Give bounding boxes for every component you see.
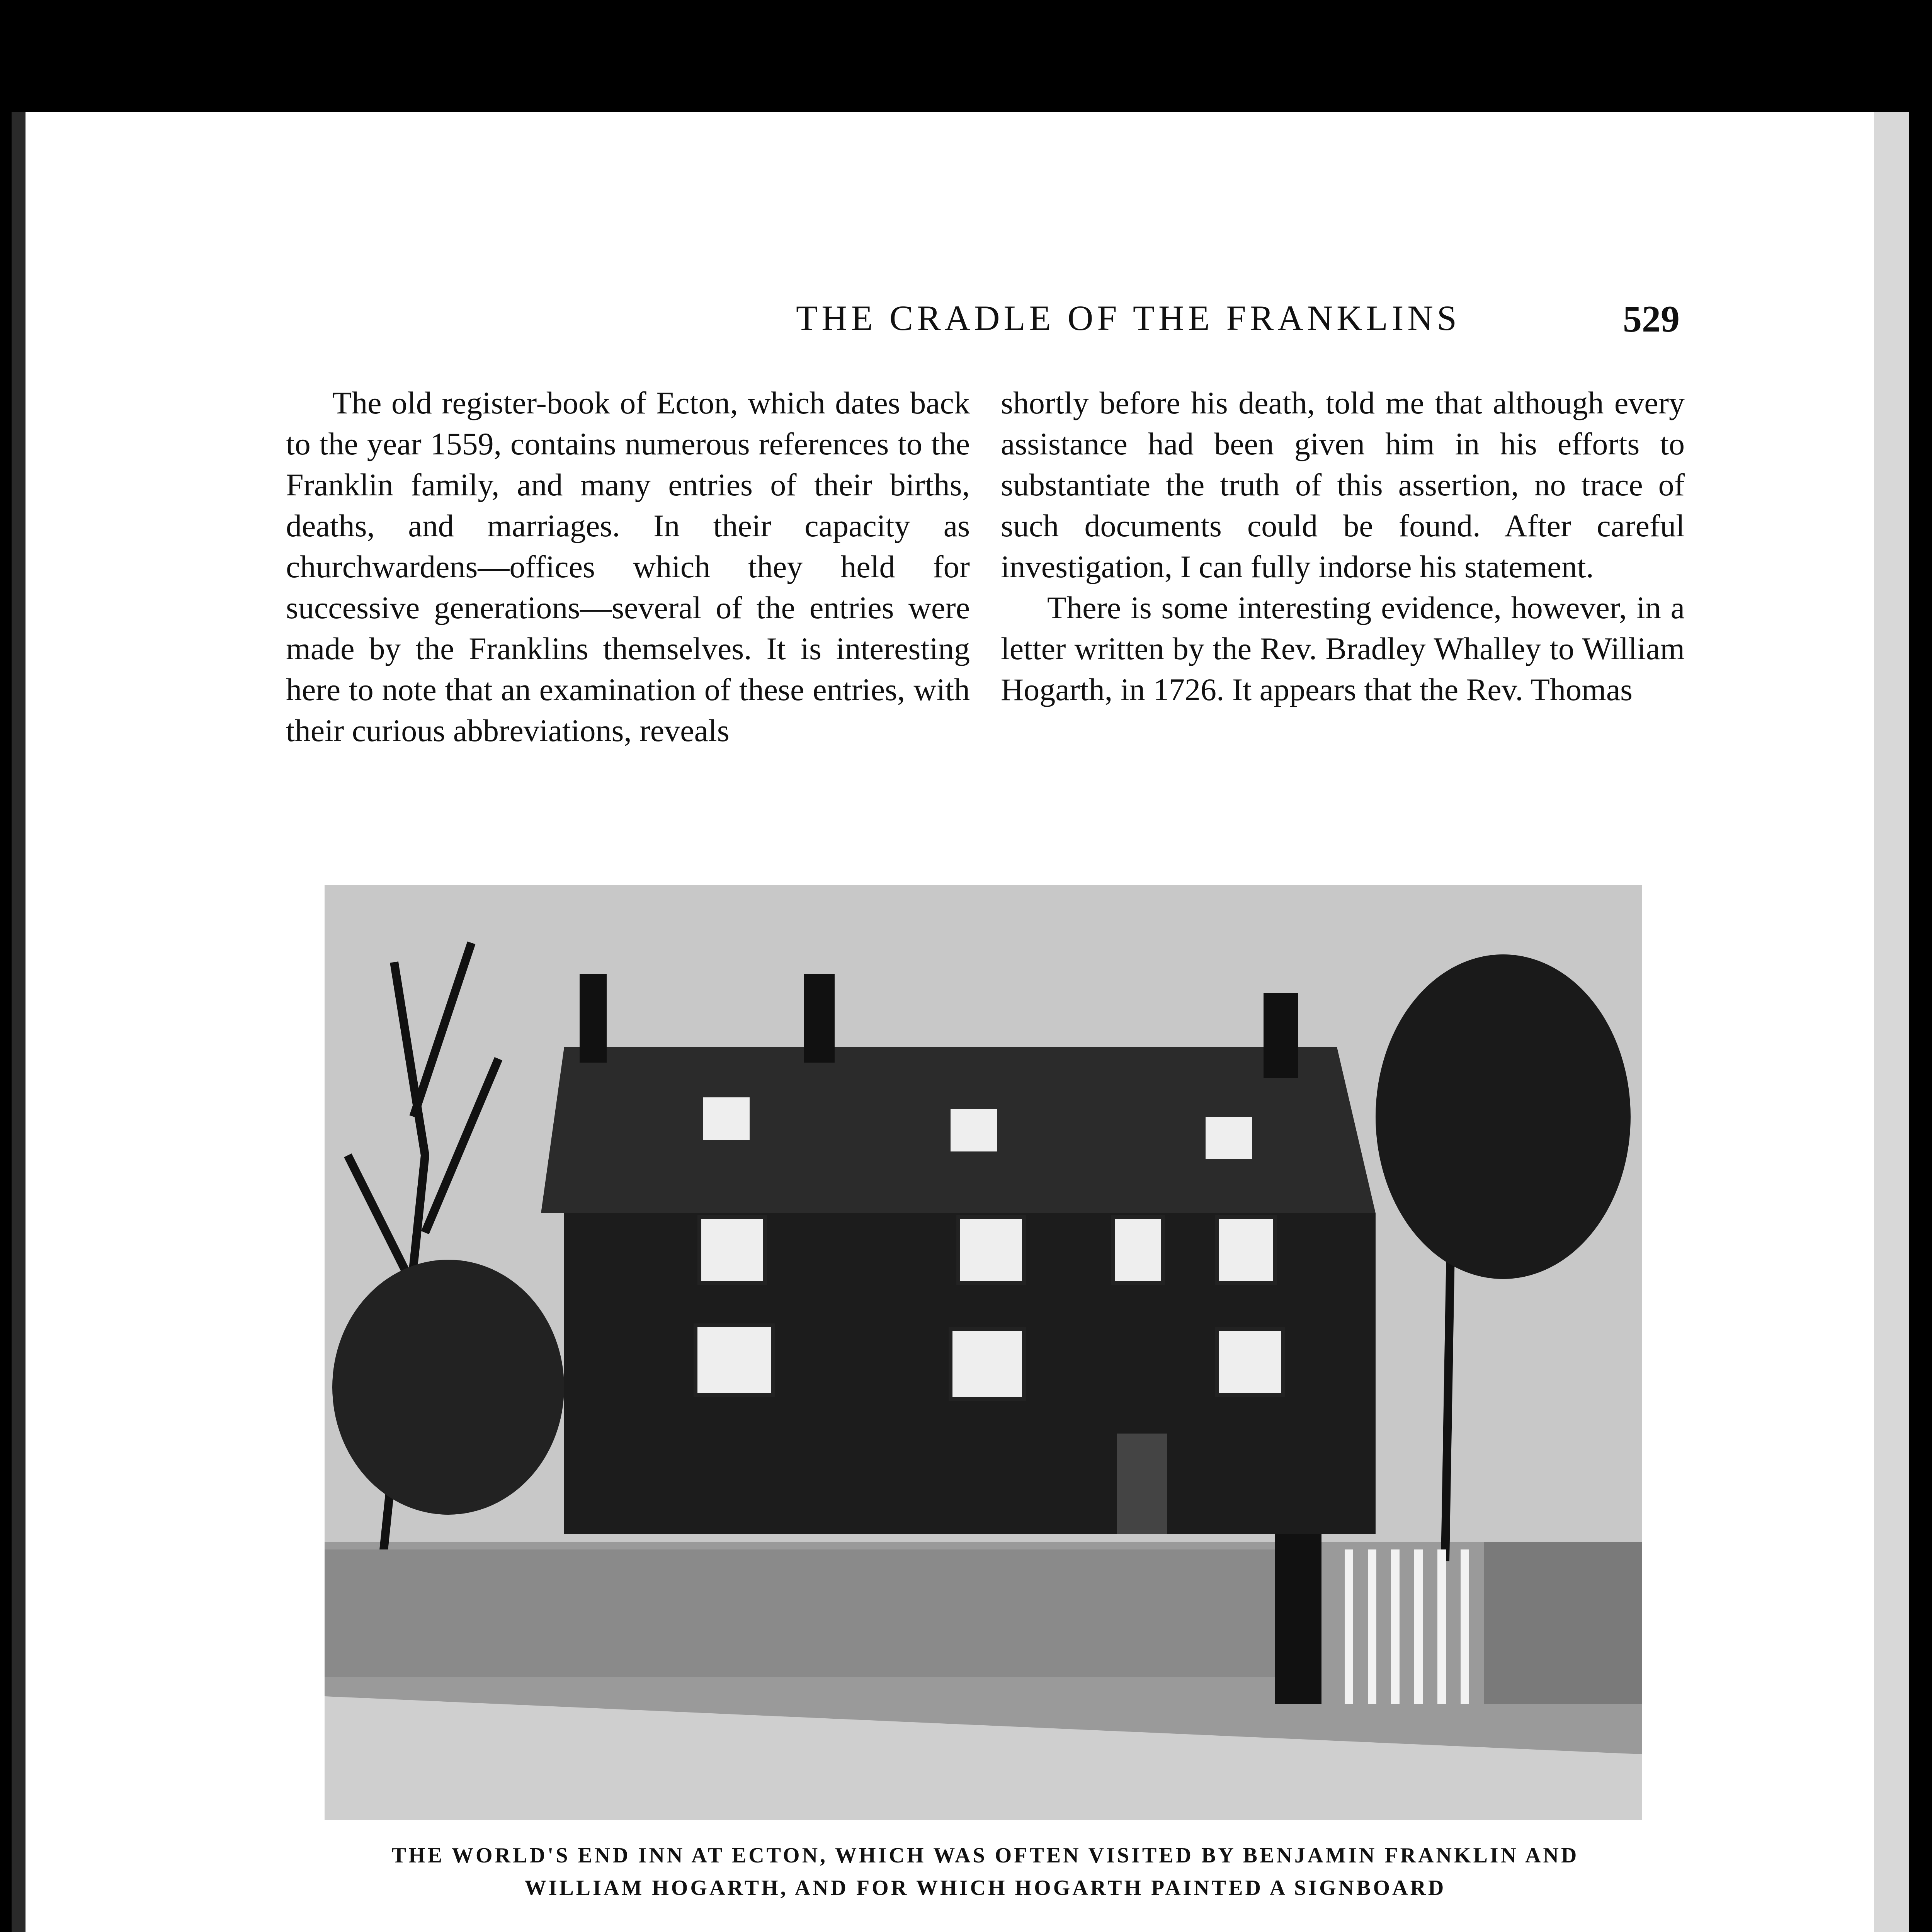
book-page (12, 112, 1874, 1932)
inn-photograph-illustration (325, 885, 1642, 1820)
photo-caption (305, 1839, 1665, 1904)
top-left-column (286, 383, 970, 751)
top-right-column (1001, 383, 1685, 710)
page-number: 529 (1623, 298, 1680, 340)
inn-photograph (325, 885, 1642, 1820)
caption-line: WILLIAM HOGARTH, AND FOR WHICH HOGARTH PAINTED A SIGNBOARD (524, 1876, 1446, 1900)
paragraph: There is some interesting evidence, however, in a letter written by the Rev. Bradley Whalley to William Hogarth, in 1726. It appears that the Rev. Thomas (1001, 590, 1685, 707)
running-title: THE CRADLE OF THE FRANKLINS (796, 298, 1461, 338)
paragraph: shortly before his death, told me that although every assistance had been given him in his efforts to substantiate the truth of this assertion, no trace of such documents could be found. After careful investigation, I can fully indorse his statement. (1001, 385, 1685, 584)
page-spine-edge (12, 112, 26, 1932)
paragraph: The old register-book of Ecton, which dates back to the year 1559, contains numerous references to the Franklin family, and many entries of their births, deaths, and marriages. In their capacity as churchwardens—offices which they held for successive generations—several of the entries were made by the Franklins themselves. It is interesting here to note that an examination of these entries, with their curious abbreviations, reveals (286, 385, 970, 748)
caption-line: THE WORLD'S END INN AT ECTON, WHICH WAS OFTEN VISITED BY BENJAMIN FRANKLIN AND (391, 1844, 1579, 1867)
page-edge-strip (1874, 112, 1909, 1932)
